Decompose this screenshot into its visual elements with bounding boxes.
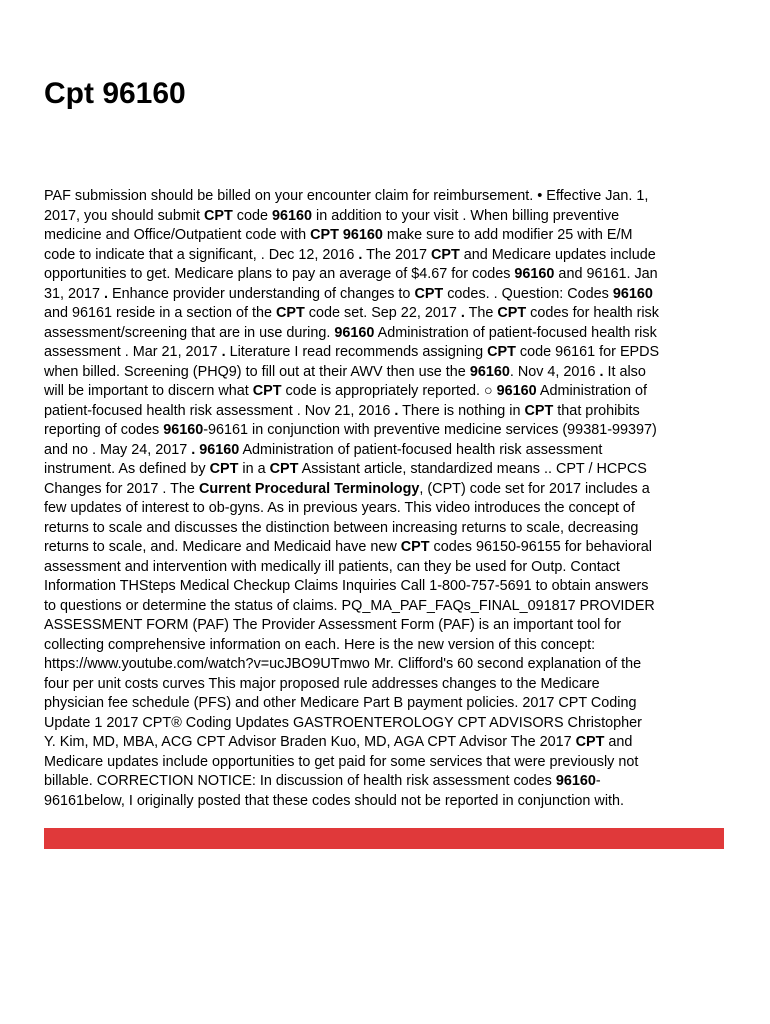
text-line (44, 577, 734, 597)
bold-text: . 96160 (191, 441, 240, 458)
text-run: will be important to discern what (44, 383, 253, 399)
text-run: returns to scale, and. Medicare and Medicaid have new (44, 539, 401, 555)
text-line (44, 558, 734, 578)
text-run: opportunities to get. Medicare plans to pay an average of $4.67 for codes (44, 266, 515, 282)
text-run: Literature I read recommends assigning (225, 344, 488, 360)
text-run: returns to scale and discusses the distinction between increasing returns to scale, decreasing (44, 519, 639, 536)
text-run: to questions or determine the status of claims. PQ_MA_PAF_FAQs_FINAL_091817 PROVIDER (44, 597, 655, 614)
text-run: codes 96150-96155 for behavioral (429, 539, 652, 555)
text-run: Enhance provider understanding of changes to (108, 285, 415, 302)
text-run: codes. . Question: Codes (443, 285, 613, 302)
text-run: in a (238, 461, 270, 477)
text-line (44, 772, 734, 792)
text-run: ASSESSMENT FORM (PAF) The Provider Assessment Form (PAF) is an important tool for (44, 617, 622, 633)
text-run: four per unit costs curves This major proposed rule addresses changes to the Medicare (44, 675, 600, 692)
bold-text: 96160 (163, 422, 204, 438)
bold-text: CPT (204, 207, 233, 224)
text-line (44, 421, 734, 441)
text-run: There is nothing in (398, 402, 525, 419)
text-line (44, 655, 734, 675)
bold-text: CPT (400, 539, 430, 555)
text-run: Medicare updates include opportunities to get paid for some services that were previously not (44, 753, 639, 770)
text-run: 96161below, I originally posted that these codes should not be reported in conjunction with. (44, 792, 625, 809)
text-line (44, 402, 734, 422)
text-run: code to indicate that a significant, . Dec 12, 2016 (44, 246, 359, 263)
text-run: . Nov 4, 2016 (509, 363, 600, 380)
text-run: assessment . Mar 21, 2017 (44, 344, 222, 360)
text-run: Changes for 2017 . The (44, 480, 199, 497)
bold-text: CPT (276, 305, 305, 321)
text-run: -96161 in conjunction with preventive medicine services (99381-99397) (203, 422, 657, 438)
bold-text: CPT (252, 383, 282, 399)
text-run: and no . May 24, 2017 (44, 441, 192, 458)
text-run: and 96161 reside in a section of the (44, 305, 277, 321)
text-run: Assistant article, standardized means .. CPT / HCPCS (298, 461, 647, 477)
bold-text: 96160 (272, 207, 313, 224)
text-run: The (464, 305, 498, 321)
text-run: and Medicare updates include (459, 246, 656, 263)
text-line (44, 324, 734, 344)
text-line (44, 226, 734, 246)
text-run: billable. CORRECTION NOTICE: In discussion of health risk assessment codes (44, 773, 556, 789)
text-line (44, 792, 734, 812)
bold-text: 96160 (514, 266, 555, 282)
text-run: PAF submission should be billed on your encounter claim for reimbursement. • Effective Jan. 1, (44, 188, 649, 204)
page-title: Cpt 96160 (44, 77, 186, 110)
text-run: that prohibits (553, 402, 640, 419)
text-run: Administration of (536, 383, 648, 399)
bold-text: CPT (497, 305, 527, 321)
text-run: reporting of codes (44, 422, 164, 438)
bold-text: 96160 (612, 285, 653, 302)
text-run: code 96161 for EPDS (515, 344, 660, 360)
text-run: and (604, 734, 633, 750)
bold-text: CPT (430, 246, 460, 263)
text-run: and 96161. Jan (554, 266, 658, 282)
text-line (44, 382, 734, 402)
text-line (44, 636, 734, 656)
text-run: https://www.youtube.com/watch?v=ucJBO9UTmwo Mr. Clifford's 60 second explanation of the (44, 656, 642, 672)
text-run: , (CPT) code set for 2017 includes a (419, 480, 650, 497)
bold-text: Current Procedural Terminology (198, 480, 420, 497)
text-run: assessment and intervention with medically ill patients, can they be used for Outp. Contact (44, 558, 620, 575)
bold-text: CPT 96160 (310, 227, 383, 243)
text-run: when billed. Screening (PHQ9) to fill out at their AWV then use the (44, 363, 470, 380)
text-run: Administration of patient-focused health risk assessment (239, 441, 603, 458)
bold-text: . (104, 285, 109, 302)
body-paragraph (44, 187, 734, 811)
text-run: assessment/screening that are in use during. (44, 324, 335, 341)
text-line (44, 480, 734, 500)
text-run: make sure to add modifier 25 with E/M (382, 227, 633, 243)
text-line (44, 441, 734, 461)
text-run: code set. Sep 22, 2017 (304, 305, 461, 321)
text-run: It also (603, 363, 646, 380)
text-run: - (595, 773, 601, 789)
text-run: instrument. As defined by (44, 461, 210, 477)
text-line (44, 499, 734, 519)
text-run: The 2017 (362, 246, 431, 263)
bold-text: 96160 (469, 363, 510, 380)
text-run: codes for health risk (526, 305, 659, 321)
bold-text: . (460, 305, 465, 321)
text-line (44, 265, 734, 285)
text-line (44, 207, 734, 227)
text-line (44, 597, 734, 617)
text-run: code (232, 207, 272, 224)
text-line (44, 246, 734, 266)
bold-text: CPT (414, 285, 444, 302)
bold-text: . (221, 344, 226, 360)
text-line (44, 616, 734, 636)
text-run: in addition to your visit . When billing preventive (312, 207, 620, 224)
text-run: patient-focused health risk assessment . Nov 21, 2016 (44, 402, 395, 419)
text-run: Update 1 2017 CPT® Coding Updates GASTROENTEROLOGY CPT ADVISORS Christopher (44, 714, 642, 731)
text-run: few updates of interest to ob-gyns. As in previous years. This video introduces the concept of (44, 500, 635, 516)
text-line (44, 285, 734, 305)
bold-text: . (599, 363, 604, 380)
bold-text: 96160 (334, 324, 375, 341)
text-run: physician fee schedule (PFS) and other Medicare Part B payment policies. 2017 CPT Coding (44, 695, 637, 711)
red-divider-bar (44, 828, 724, 849)
text-run: collecting comprehensive information on each. Here is the new version of this concept: (44, 636, 596, 653)
text-line (44, 753, 734, 773)
text-run: medicine and Office/Outpatient code with (44, 227, 311, 243)
bold-text: 96160 (555, 773, 596, 789)
bold-text: CPT (524, 402, 554, 419)
bold-text: CPT (487, 344, 516, 360)
text-run: Information THSteps Medical Checkup Claims Inquiries Call 1-800-757-5691 to obtain answers (44, 578, 649, 594)
text-run: 31, 2017 (44, 285, 105, 302)
text-run: Y. Kim, MD, MBA, ACG CPT Advisor Braden Kuo, MD, AGA CPT Advisor The 2017 (44, 734, 576, 750)
text-line (44, 519, 734, 539)
text-line (44, 363, 734, 383)
bold-text: 96160 (496, 383, 537, 399)
text-line (44, 538, 734, 558)
text-line (44, 694, 734, 714)
bold-text: . (358, 246, 363, 263)
text-line (44, 714, 734, 734)
text-run: 2017, you should submit (44, 207, 204, 224)
text-line (44, 733, 734, 753)
bold-text: CPT (269, 461, 299, 477)
text-line (44, 343, 734, 363)
text-run: Administration of patient-focused health risk (374, 324, 657, 341)
text-line (44, 187, 734, 207)
text-line (44, 675, 734, 695)
bold-text: CPT (209, 461, 239, 477)
text-line (44, 304, 734, 324)
bold-text: . (394, 402, 399, 419)
text-line (44, 460, 734, 480)
text-run: code is appropriately reported. ○ (281, 383, 497, 399)
bold-text: CPT (575, 734, 605, 750)
